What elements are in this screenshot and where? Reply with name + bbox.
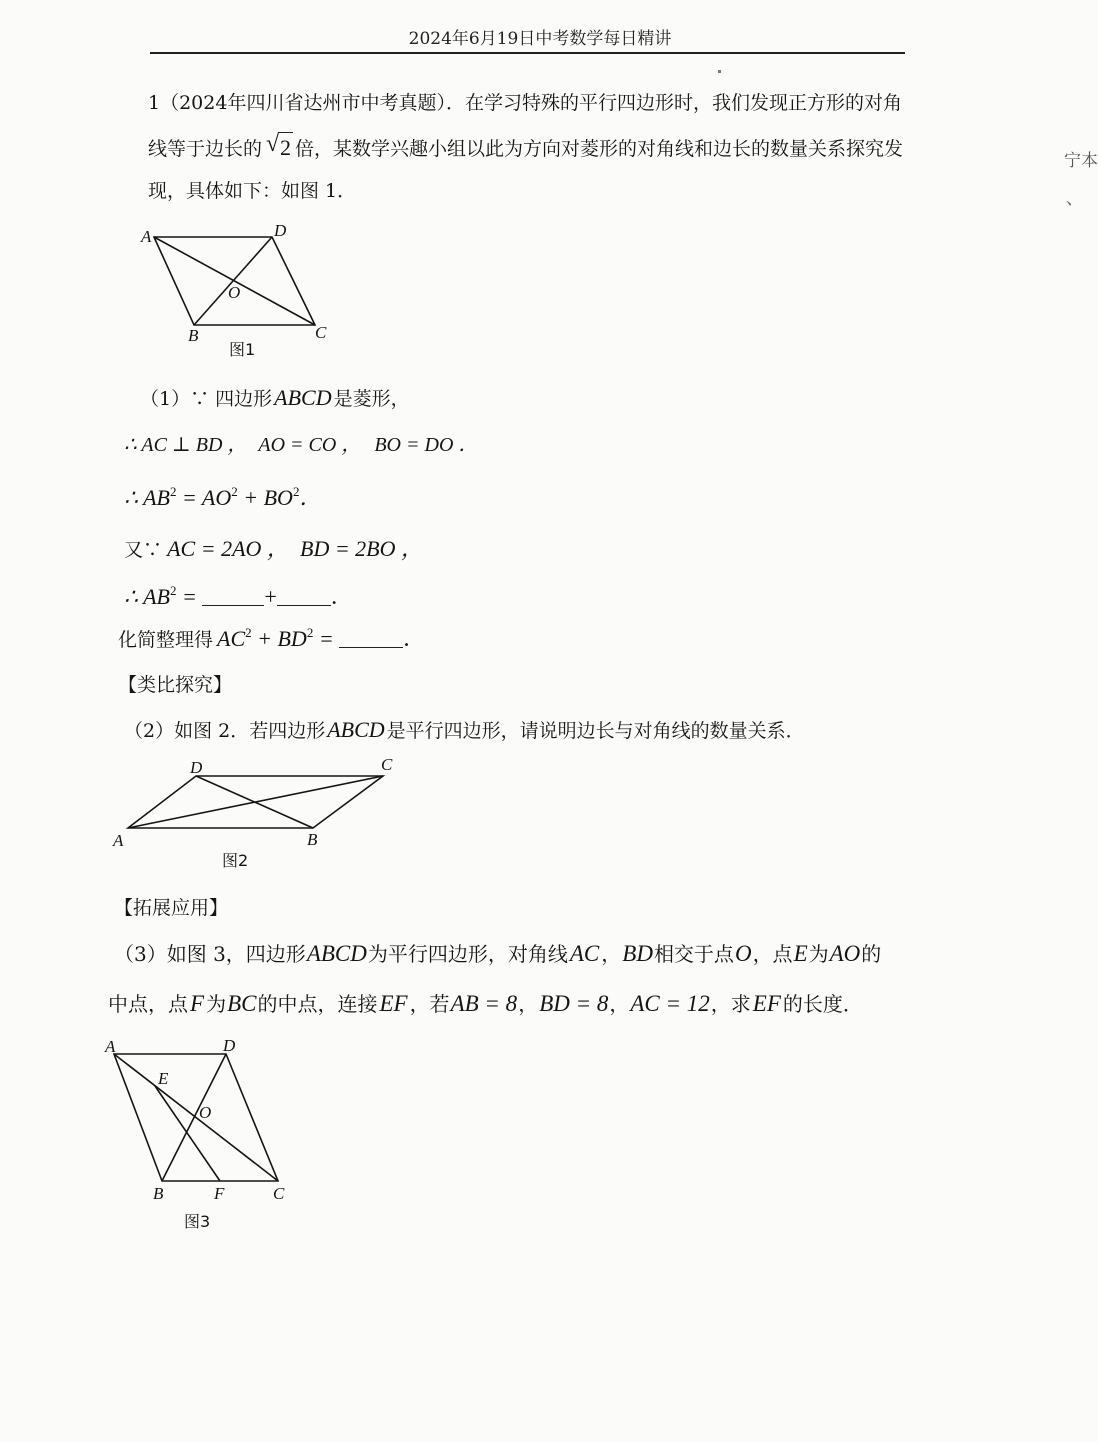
edge-mark-1: 宁本 <box>1064 151 1098 171</box>
part1-l4-b: BD = 2BO ， <box>300 536 423 561</box>
section-title-analogy: 【类比探究】 <box>118 674 233 696</box>
part1-l3-2: = AO <box>176 485 232 510</box>
intro-line-3: 现，具体如下：如图 1． <box>148 180 357 202</box>
part1-l6-pre: 化简整理得 <box>118 629 214 651</box>
p3l1-10: 为 <box>808 942 829 966</box>
p3l2-14: 的长度． <box>782 992 863 1016</box>
fig2-label-d: D <box>190 758 203 777</box>
p3l2-3: BC <box>227 991 257 1016</box>
fig2-caption: 图2 <box>222 851 249 870</box>
p3l1-0: （3）如图 3，四边形 <box>114 942 306 966</box>
section-title-extension: 【拓展应用】 <box>114 897 229 919</box>
p3l1-1: ABCD <box>306 941 367 966</box>
part1-line-4 <box>124 532 423 563</box>
fig3-label-f: F <box>214 1184 225 1203</box>
fig1-label-a: A <box>141 227 152 246</box>
p3l2-8: ， <box>518 992 539 1016</box>
part1-l2-a: ∴ AC ⊥ BD ， <box>124 434 248 456</box>
p3l1-12: 的 <box>861 942 882 966</box>
p3l2-1: F <box>190 991 205 1016</box>
part1-l3-sup-1: 2 <box>169 484 177 499</box>
fig2-label-c: C <box>381 755 393 774</box>
fig3-segment-ef <box>155 1086 220 1181</box>
fig1-diagonal-bd <box>194 237 272 325</box>
part1-l6-m4: = <box>313 626 340 651</box>
part1-l6-m2: + BD <box>251 626 307 651</box>
part1-line-1 <box>140 384 410 411</box>
answer-blank-1[interactable] <box>202 587 264 606</box>
part1-l1-math: ABCD <box>274 385 332 410</box>
p3l2-6: ，若 <box>409 992 450 1016</box>
fig1-label-c: C <box>315 323 327 342</box>
part1-l6-end: ． <box>403 626 426 651</box>
p3l2-12: ，求 <box>710 992 751 1016</box>
p3l1-9: E <box>793 941 808 966</box>
fig2-label-a: A <box>113 831 124 850</box>
fig3-diagonal-bd <box>162 1054 226 1181</box>
p3l1-7: O <box>734 941 752 966</box>
part3-line-2 <box>108 988 863 1017</box>
answer-blank-3[interactable] <box>339 629 403 648</box>
part1-l5-plus: + <box>264 584 277 609</box>
part1-l3-0: ∴ AB <box>124 485 170 510</box>
part1-line-5 <box>124 580 353 611</box>
part1-l2-b: AO = CO ， <box>258 434 362 456</box>
p3l1-3: AC <box>569 941 600 966</box>
intro-line-1: 1（2024年四川省达州市中考真题）．在学习特殊的平行四边形时，我们发现正方形的对角 <box>148 92 902 114</box>
part1-l5-pre: ∴ AB <box>124 584 170 609</box>
page-header: 2024年6月19日中考数学每日精讲 <box>408 29 672 49</box>
fig3-label-e: E <box>158 1069 169 1088</box>
fig1-diagonal-ac <box>154 237 315 325</box>
part1-l6-sup-1: 2 <box>245 625 252 640</box>
p3l2-10: ， <box>609 992 630 1016</box>
p3l2-7: AB = 8 <box>450 991 518 1016</box>
part1-l6-sup-2: 2 <box>306 625 314 640</box>
answer-blank-2[interactable] <box>277 587 331 606</box>
p3l2-2: 为 <box>206 992 227 1016</box>
p3l2-11: AC = 12 <box>630 991 710 1016</box>
part1-line-3 <box>124 481 321 512</box>
p3l1-2: 为平行四边形，对角线 <box>367 942 568 966</box>
p3l2-4: 的中点，连接 <box>257 992 378 1016</box>
part1-l6-math <box>217 626 339 651</box>
part1-l5-sup: 2 <box>169 583 177 598</box>
p3l1-5: BD <box>622 941 653 966</box>
part1-l5-end: ． <box>330 584 353 609</box>
part1-l4-pre: 又∵ <box>124 539 163 561</box>
fig3-label-c: C <box>273 1184 285 1203</box>
fig1-caption: 图1 <box>229 340 256 359</box>
part1-line-2 <box>124 428 478 457</box>
p3l2-9: BD = 8 <box>539 991 609 1016</box>
intro-line-2-b: 倍，某数学兴趣小组以此为方向对菱形的对角线和边长的数量关系探究发 <box>295 138 904 160</box>
part1-l6-m0: AC <box>217 626 246 651</box>
part2-pre: （2）如图 2．若四边形 <box>124 720 326 742</box>
part1-l5-eq: = <box>176 584 203 609</box>
fig3-label-a: A <box>105 1037 116 1056</box>
fig1-label-o: O <box>228 283 241 302</box>
fig2-diagonal-bd <box>196 776 313 828</box>
fig3-caption: 图3 <box>184 1212 211 1231</box>
p3l1-6: 相交于点 <box>653 942 734 966</box>
part1-l2-c: BO = DO ． <box>374 434 479 456</box>
radical-sign: √ <box>266 131 280 157</box>
part3-line-1 <box>114 938 881 967</box>
part1-l3-6: ． <box>299 485 322 510</box>
p3l1-4: ， <box>601 942 622 966</box>
p3l1-11: AO <box>829 941 861 966</box>
part2-math: ABCD <box>327 717 385 742</box>
part1-line-6 <box>118 622 425 653</box>
p3l2-5: EF <box>379 991 408 1016</box>
p3l2-0: 中点，点 <box>108 992 188 1016</box>
fig3-label-b: B <box>153 1184 164 1203</box>
part2-line <box>124 716 805 743</box>
part1-l3-4: + BO <box>237 485 293 510</box>
part2-post: 是平行四边形，请说明边长与对角线的数量关系． <box>386 720 805 742</box>
part1-l3-sup-2: 2 <box>231 484 238 499</box>
fig1-label-d: D <box>274 221 287 240</box>
part1-l3-sup-3: 2 <box>292 484 300 499</box>
p3l2-13: EF <box>752 991 781 1016</box>
edge-mark-2: 、 <box>1066 189 1083 209</box>
part1-l1-post: 是菱形， <box>333 388 410 410</box>
part1-l4-a: AC = 2AO ， <box>167 536 289 561</box>
fig2-label-b: B <box>307 830 318 849</box>
fig3-label-d: D <box>223 1036 236 1055</box>
fig1-label-b: B <box>188 326 199 345</box>
fig3-label-o: O <box>199 1103 212 1122</box>
sqrt-value: 2 <box>280 135 292 160</box>
intro-line-2-a: 线等于边长的 <box>148 138 263 160</box>
part1-l1-pre: （1）∵ 四边形 <box>140 388 273 410</box>
p3l1-8: ，点 <box>752 942 793 966</box>
